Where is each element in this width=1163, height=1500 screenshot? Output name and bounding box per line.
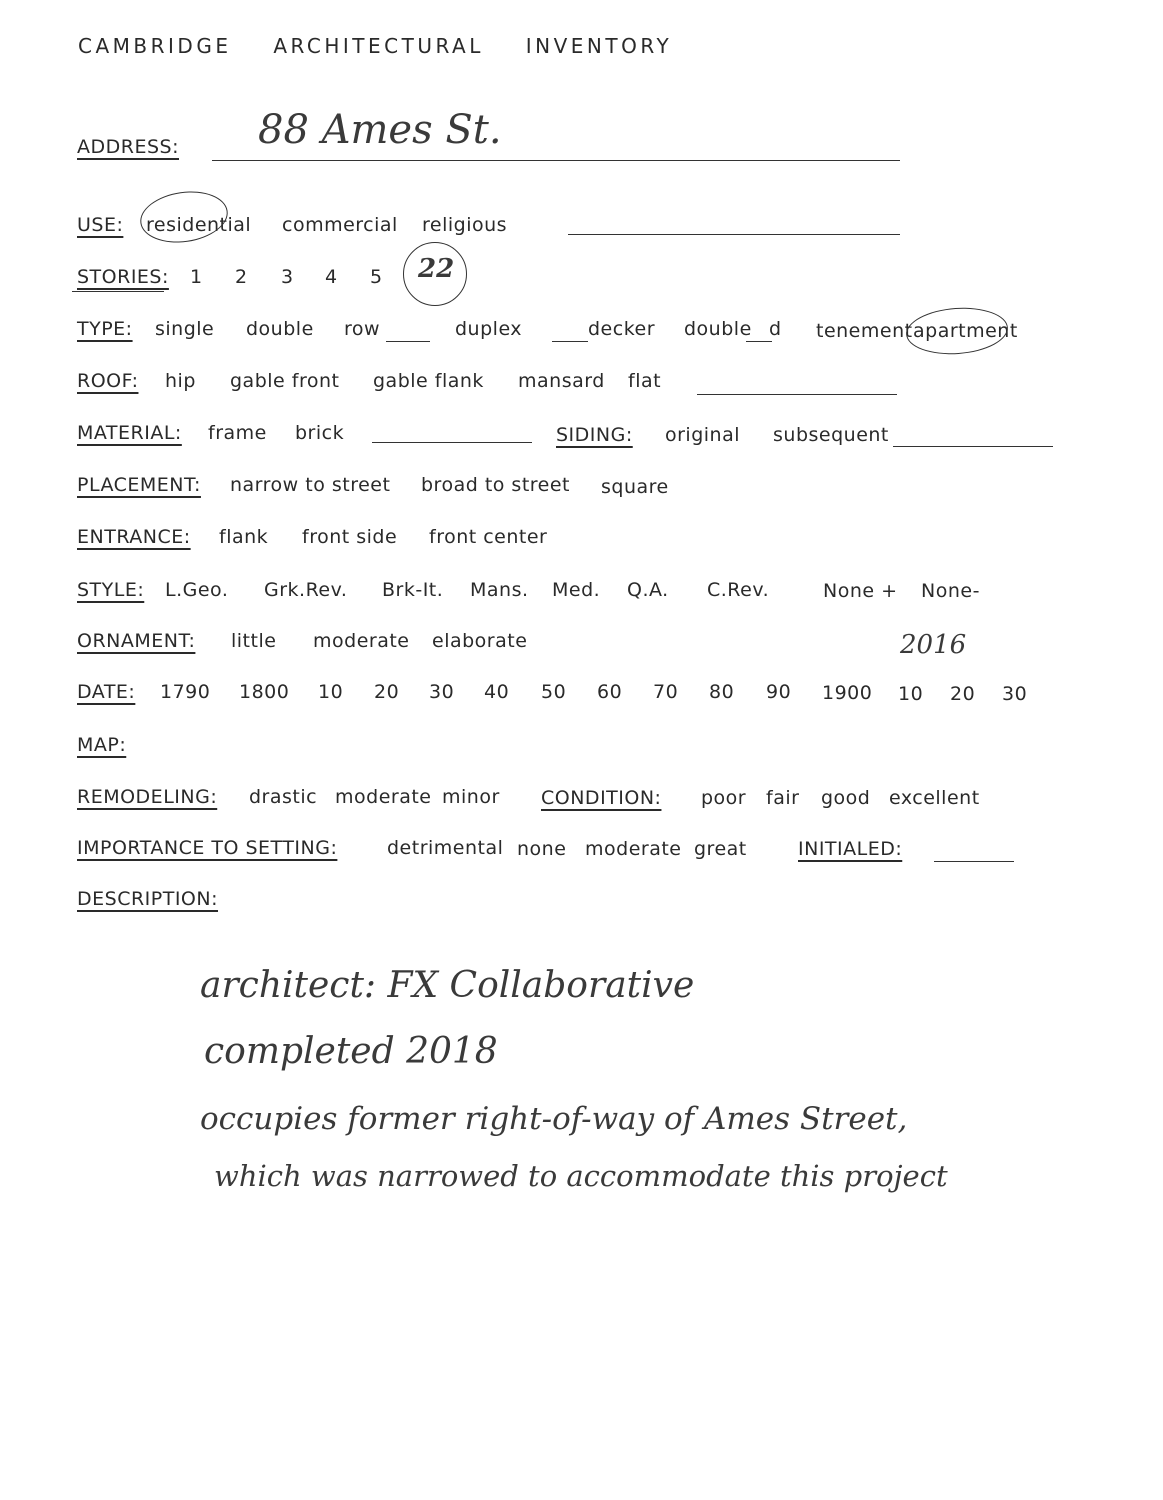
siding-option-subsequent: subsequent	[773, 424, 889, 446]
date-option: 10	[898, 683, 924, 705]
type-option-single: single	[155, 318, 215, 340]
material-option-frame: frame	[208, 422, 267, 444]
remodeling-option-moderate: moderate	[335, 786, 432, 808]
date-label: DATE:	[77, 681, 136, 703]
entrance-label: ENTRANCE:	[77, 526, 191, 548]
condition-option-poor: poor	[701, 787, 747, 809]
use-option-religious: religious	[422, 214, 508, 236]
date-option: 60	[597, 681, 623, 703]
description-line-4: which was narrowed to accommodate this project	[214, 1159, 948, 1193]
written-year: 2016	[900, 630, 967, 660]
date-option: 10	[318, 681, 344, 703]
selection-circle	[905, 304, 1010, 357]
initialed-line	[934, 861, 1014, 862]
style-option-none-minus: None-	[921, 580, 980, 602]
material-option-brick: brick	[295, 422, 345, 444]
ornament-label: ORNAMENT:	[77, 630, 196, 652]
style-option-lgeo: L.Geo.	[165, 579, 229, 601]
placement-option-broad: broad to street	[421, 474, 571, 496]
header-architectural: ARCHITECTURAL	[273, 34, 484, 58]
style-option-brkit: Brk-It.	[382, 579, 444, 601]
entrance-option-front-center: front center	[429, 526, 548, 548]
remodeling-option-drastic: drastic	[249, 786, 318, 808]
condition-option-good: good	[821, 787, 871, 809]
type-option-decker: decker	[588, 318, 656, 340]
address-value: 88 Ames St.	[258, 107, 502, 153]
type-double-blank	[746, 341, 772, 342]
style-option-crev: C.Rev.	[707, 579, 770, 601]
stories-circle	[403, 242, 467, 306]
use-option-residential: residential	[146, 214, 252, 236]
date-option: 50	[541, 681, 567, 703]
type-option-apartment: apartment	[913, 320, 1018, 342]
siding-option-original: original	[665, 424, 741, 446]
type-option-tenement: tenement	[816, 320, 913, 342]
style-option-med: Med.	[552, 579, 601, 601]
header-cambridge: CAMBRIDGE	[78, 34, 232, 58]
style-label: STYLE:	[77, 579, 145, 601]
ornament-option-elaborate: elaborate	[432, 630, 528, 652]
stories-option-5: 5	[370, 266, 383, 288]
description-line-2: completed 2018	[204, 1031, 498, 1072]
map-label: MAP:	[77, 734, 127, 756]
material-label: MATERIAL:	[77, 422, 182, 444]
condition-label: CONDITION:	[541, 787, 662, 809]
roof-other-line	[697, 394, 897, 395]
header-inventory: INVENTORY	[525, 34, 673, 58]
remodeling-label: REMODELING:	[77, 786, 218, 808]
type-option-row: row	[344, 318, 381, 340]
style-option-qa: Q.A.	[627, 579, 669, 601]
style-option-mans: Mans.	[470, 579, 529, 601]
use-other-line	[568, 234, 900, 235]
date-option: 30	[1002, 683, 1028, 705]
date-option: 70	[653, 681, 679, 703]
importance-option-great: great	[694, 838, 747, 860]
style-option-none-plus: None +	[823, 580, 898, 602]
type-row-blank	[386, 341, 430, 342]
date-option: 20	[374, 681, 400, 703]
initialed-label: INITIALED:	[798, 838, 903, 860]
condition-option-excellent: excellent	[889, 787, 980, 809]
material-other-line	[372, 442, 532, 443]
placement-label: PLACEMENT:	[77, 474, 201, 496]
stories-option-4: 4	[325, 266, 338, 288]
stories-underline	[72, 291, 164, 292]
roof-option-gable-front: gable front	[230, 370, 340, 392]
date-option: 20	[950, 683, 976, 705]
stories-option-3: 3	[281, 266, 294, 288]
date-option: 90	[766, 681, 792, 703]
stories-option-2: 2	[235, 266, 248, 288]
form-header	[78, 34, 704, 58]
date-option: 1790	[160, 681, 211, 703]
placement-option-square: square	[601, 476, 669, 498]
date-option: 80	[709, 681, 735, 703]
selection-circle	[137, 186, 231, 248]
date-option: 1900	[822, 682, 873, 704]
type-option-double: double	[246, 318, 314, 340]
importance-option-detrimental: detrimental	[387, 837, 504, 859]
roof-option-hip: hip	[165, 370, 196, 392]
description-label: DESCRIPTION:	[77, 888, 219, 910]
type-decker-blank	[552, 341, 588, 342]
date-option: 1800	[239, 681, 290, 703]
description-line-1: architect: FX Collaborative	[200, 965, 695, 1006]
importance-label: IMPORTANCE TO SETTING:	[77, 837, 338, 859]
roof-option-mansard: mansard	[518, 370, 605, 392]
roof-option-flat: flat	[628, 370, 662, 392]
ornament-option-moderate: moderate	[313, 630, 410, 652]
address-line	[212, 160, 900, 161]
type-option-double-d: double	[684, 318, 752, 340]
date-option: 40	[484, 681, 510, 703]
importance-option-moderate: moderate	[585, 838, 682, 860]
use-option-commercial: commercial	[282, 214, 398, 236]
placement-option-narrow: narrow to street	[230, 474, 391, 496]
stories-written-value: 22	[418, 254, 455, 284]
style-option-grkrev: Grk.Rev.	[264, 579, 348, 601]
type-option-duplex: duplex	[455, 318, 523, 340]
remodeling-option-minor: minor	[442, 786, 500, 808]
address-label: ADDRESS:	[77, 136, 179, 158]
importance-option-none: none	[517, 838, 567, 860]
roof-label: ROOF:	[77, 370, 139, 392]
stories-label: STORIES:	[77, 266, 169, 288]
siding-other-line	[893, 446, 1053, 447]
type-option-d: d	[769, 318, 782, 340]
type-label: TYPE:	[77, 318, 133, 340]
entrance-option-flank: flank	[219, 526, 269, 548]
use-label: USE:	[77, 214, 124, 236]
entrance-option-front-side: front side	[302, 526, 398, 548]
roof-option-gable-flank: gable flank	[373, 370, 484, 392]
stories-option-1: 1	[190, 266, 203, 288]
date-option: 30	[429, 681, 455, 703]
ornament-option-little: little	[231, 630, 277, 652]
description-line-3: occupies former right-of-way of Ames Street,	[200, 1101, 908, 1137]
siding-label: SIDING:	[556, 424, 633, 446]
condition-option-fair: fair	[766, 787, 800, 809]
